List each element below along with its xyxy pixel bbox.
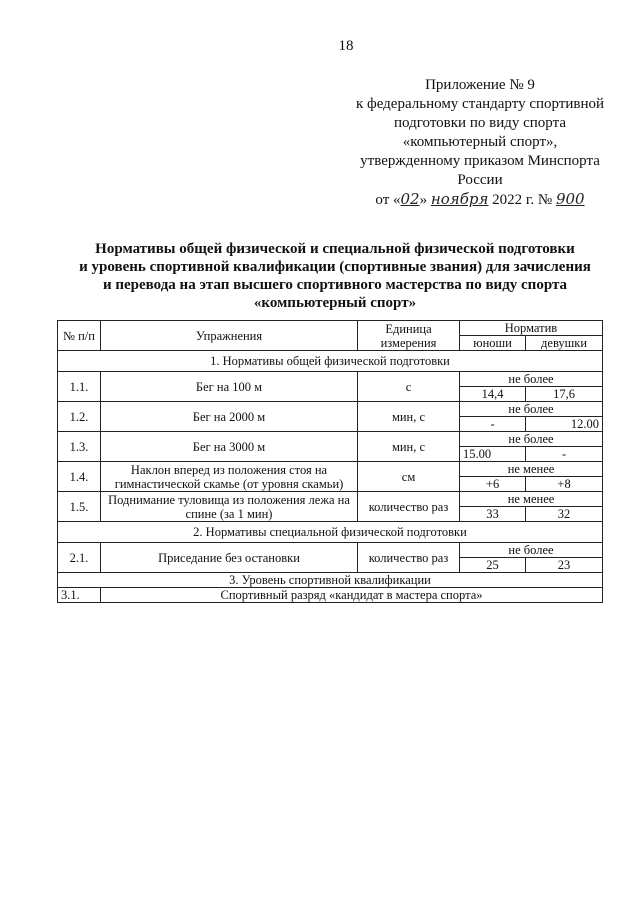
section-title: 3. Уровень спортивной квалификации	[58, 573, 603, 588]
table-row	[58, 462, 603, 477]
row-exercise: Бег на 3000 м	[101, 432, 358, 462]
page-number: 18	[338, 38, 354, 54]
header-exercise: Упражнения	[101, 321, 358, 351]
norms-table	[57, 320, 603, 603]
row-qualifier: не более	[460, 432, 603, 447]
section-row	[58, 351, 603, 372]
table-row	[58, 588, 603, 603]
row-qualifier: не более	[460, 372, 603, 387]
row-unit: количество раз	[358, 492, 460, 522]
row-qualifier: не менее	[460, 492, 603, 507]
row-unit: количество раз	[358, 543, 460, 573]
row-num: 1.1.	[58, 372, 101, 402]
row-boys: 25	[460, 558, 526, 573]
table-row	[58, 372, 603, 387]
table-row	[58, 402, 603, 417]
row-num: 1.2.	[58, 402, 101, 432]
row-unit: с	[358, 372, 460, 402]
section-row	[58, 522, 603, 543]
date-day: 02	[400, 190, 420, 208]
row-boys: 15.00	[460, 447, 526, 462]
date-year: 2022 г. №	[488, 192, 556, 208]
row-girls: 17,6	[526, 387, 603, 402]
section-title: 1. Нормативы общей физической подготовки	[58, 351, 603, 372]
row-unit: см	[358, 462, 460, 492]
header-boys: юноши	[460, 336, 526, 351]
section-title: 2. Нормативы специальной физической подготовки	[58, 522, 603, 543]
row-exercise: Поднимание туловища из положения лежа на спине (за 1 мин)	[101, 492, 358, 522]
row-boys: 14,4	[460, 387, 526, 402]
row-num: 1.3.	[58, 432, 101, 462]
table-row	[58, 543, 603, 558]
row-boys: 33	[460, 507, 526, 522]
annex-line: к федеральному стандарту спортивной	[355, 96, 605, 112]
header-unit: Единица измерения	[358, 321, 460, 351]
title-line: и уровень спортивной квалификации (спортивные звания) для зачисления	[79, 259, 591, 275]
row-exercise: Спортивный разряд «кандидат в мастера спорта»	[101, 588, 603, 603]
row-num: 2.1.	[58, 543, 101, 573]
row-qualifier: не более	[460, 402, 603, 417]
row-num: 1.4.	[58, 462, 101, 492]
annex-line: России	[457, 172, 503, 188]
row-unit: мин, с	[358, 432, 460, 462]
row-girls: -	[526, 447, 603, 462]
title-line: «компьютерный спорт»	[253, 295, 417, 311]
table-row	[58, 432, 603, 447]
order-date-line	[330, 190, 630, 210]
row-exercise: Приседание без остановки	[101, 543, 358, 573]
row-qualifier: не более	[460, 543, 603, 558]
annex-line: Приложение № 9	[425, 77, 535, 93]
title-line: Нормативы общей физической и специальной физической подготовки	[95, 241, 575, 257]
header-norm: Норматив	[460, 321, 603, 336]
row-qualifier: не менее	[460, 462, 603, 477]
row-exercise: Наклон вперед из положения стоя на гимнастической скамье (от уровня скамьи)	[101, 462, 358, 492]
row-girls: +8	[526, 477, 603, 492]
row-girls: 32	[526, 507, 603, 522]
row-girls: 23	[526, 558, 603, 573]
row-exercise: Бег на 100 м	[101, 372, 358, 402]
annex-line: утвержденному приказом Минспорта	[360, 153, 600, 169]
annex-line: «компьютерный спорт»,	[402, 134, 558, 150]
document-title	[60, 240, 610, 312]
title-line: и перевода на этап высшего спортивного мастерства по виду спорта	[102, 277, 568, 293]
row-unit: мин, с	[358, 402, 460, 432]
annex-block	[330, 76, 630, 210]
date-month: ноября	[430, 190, 489, 208]
row-num: 3.1.	[58, 588, 101, 603]
header-girls: девушки	[526, 336, 603, 351]
header-row	[58, 321, 603, 336]
annex-line: подготовки по виду спорта	[394, 115, 566, 131]
date-prefix: от «	[375, 192, 401, 208]
row-exercise: Бег на 2000 м	[101, 402, 358, 432]
row-girls: 12.00	[526, 417, 603, 432]
row-num: 1.5.	[58, 492, 101, 522]
row-boys: +6	[460, 477, 526, 492]
date-mid: »	[419, 192, 431, 208]
header-num: № п/п	[58, 321, 101, 351]
section-row	[58, 573, 603, 588]
table-row	[58, 492, 603, 507]
row-boys: -	[460, 417, 526, 432]
order-number: 900	[555, 190, 585, 208]
